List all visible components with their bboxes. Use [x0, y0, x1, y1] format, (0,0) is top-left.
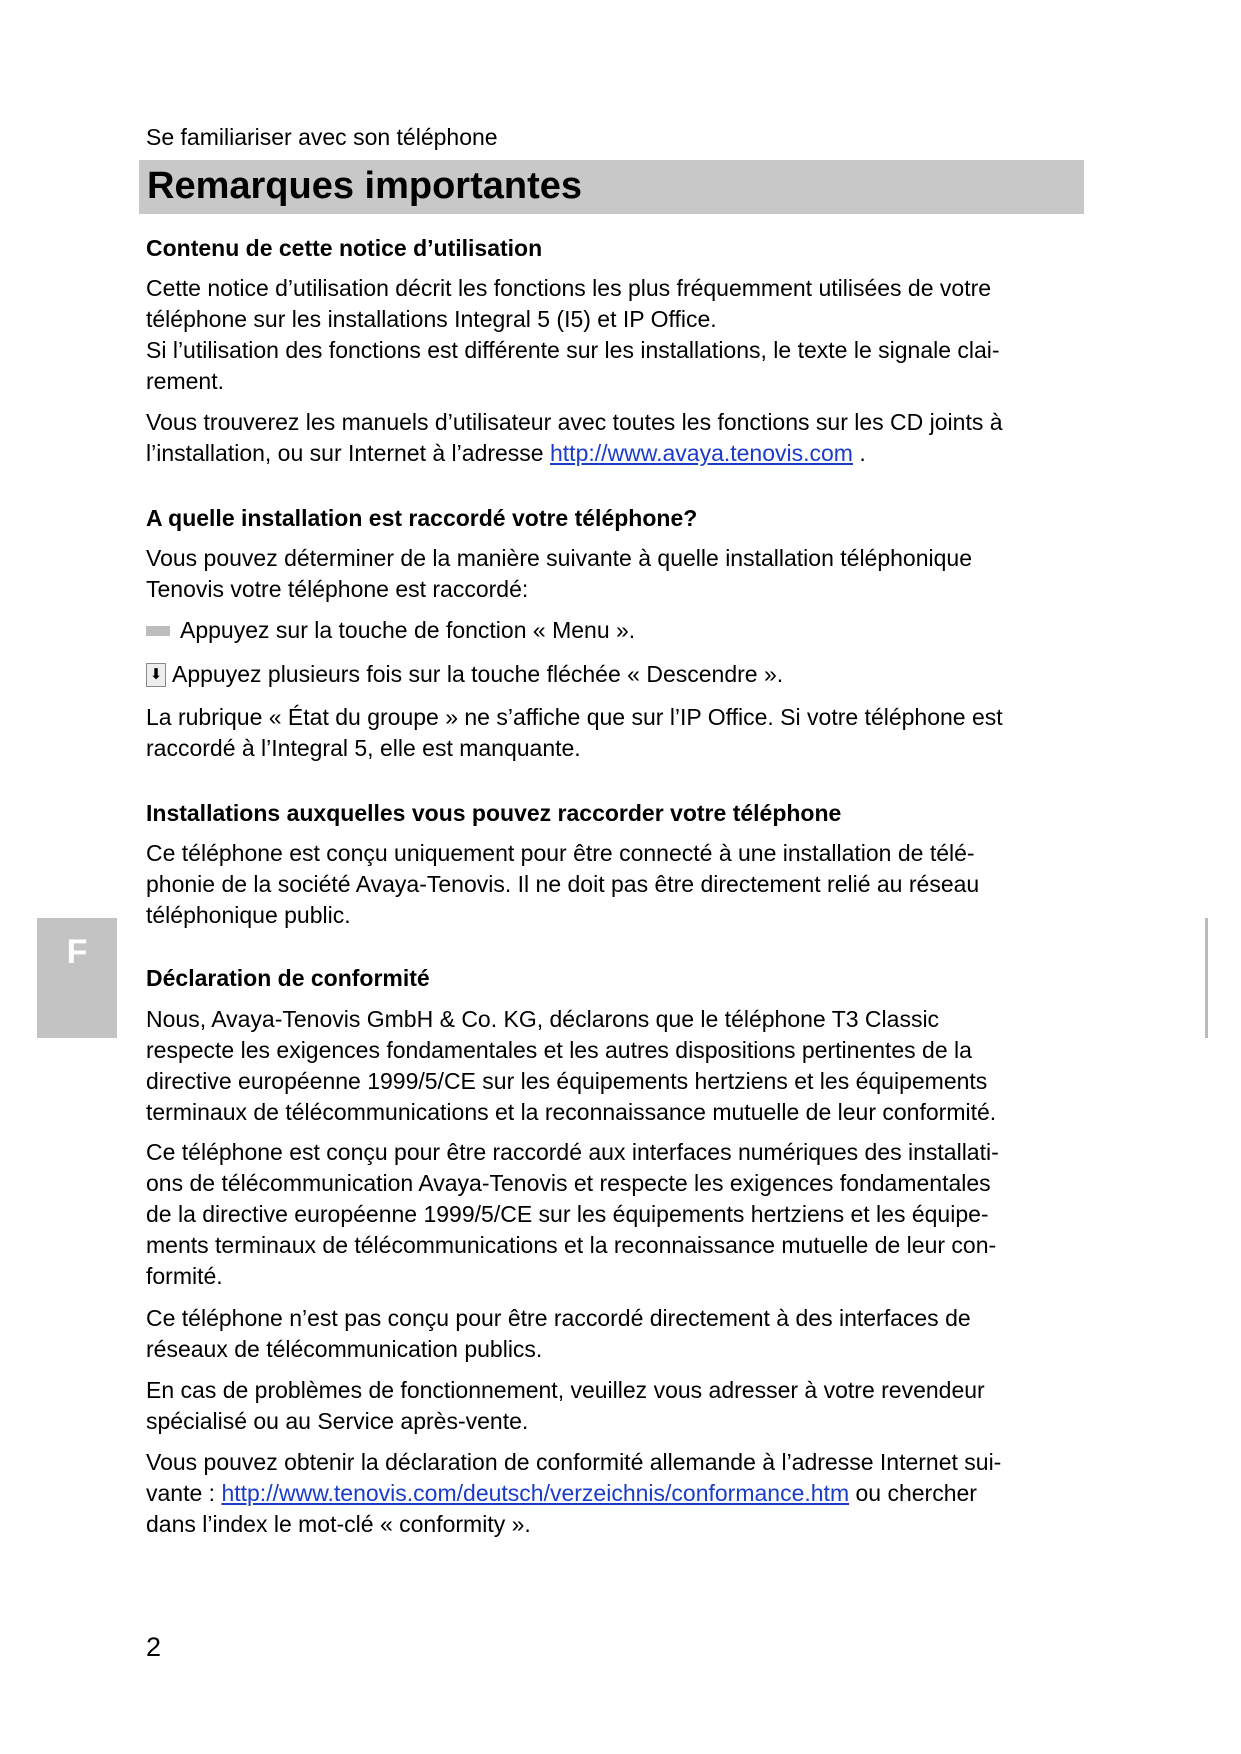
function-key-icon	[146, 626, 170, 636]
paragraph-contenu-2: Vous trouverez les manuels d’utilisateur avec toutes les fonctions sur les CD joints à l’installation, ou sur Internet à l’adresse http://www.avaya.tenovis.com .	[146, 409, 1003, 466]
heading-installations: Installations auxquelles vous pouvez raccorder votre téléphone	[146, 800, 842, 826]
page-title: Remarques importantes	[147, 165, 583, 207]
paragraph-declaration-2: Ce téléphone est conçu pour être raccordé aux interfaces numériques des installati- ons de télécommunication Avaya-Tenovis et respecte les exigences fondamentales de la directive européenne 1999/5/CE sur les équipements hertziens et les équipe- ments terminaux de télécommunications et la reconnaissance mutuelle de leur con- formité.	[146, 1139, 999, 1289]
paragraph-declaration-5: Vous pouvez obtenir la déclaration de conformité allemande à l’adresse Internet sui- vante : http://www.tenovis.com/deutsch/verzeichnis/conformance.htm ou chercher dans l’index le mot-clé « conformity ».	[146, 1449, 1002, 1537]
paragraph-quelle-intro: Vous pouvez déterminer de la manière suivante à quelle installation téléphonique Tenovis votre téléphone est raccordé:	[146, 545, 972, 602]
paragraph-declaration-3: Ce téléphone n’est pas conçu pour être raccordé directement à des interfaces de réseaux de télécommunication publics.	[146, 1305, 971, 1362]
step-menu-key: Appuyez sur la touche de fonction « Menu ».	[146, 615, 635, 646]
paragraph-quelle-note: La rubrique « État du groupe » ne s’affiche que sur l’IP Office. Si votre téléphone est raccordé à l’Integral 5, elle est manquante.	[146, 704, 1003, 761]
paragraph-declaration-4: En cas de problèmes de fonctionnement, veuillez vous adresser à votre revendeur spécialisé ou au Service après-vente.	[146, 1377, 985, 1434]
page-number: 2	[146, 1632, 162, 1662]
language-tab: F	[37, 918, 117, 1038]
conformance-link[interactable]: http://www.tenovis.com/deutsch/verzeichnis/conformance.htm	[221, 1480, 850, 1506]
step-arrow-down-key: ⬇ Appuyez plusieurs fois sur la touche fléchée « Descendre ».	[146, 659, 783, 690]
paragraph-contenu-1: Cette notice d’utilisation décrit les fonctions les plus fréquemment utilisées de votre téléphone sur les installations Integral 5 (I5) et IP Office. Si l’utilisation des fonctions est différente sur les installations, le texte le signale clai- rement.	[146, 275, 1000, 394]
paragraph-declaration-1: Nous, Avaya-Tenovis GmbH & Co. KG, déclarons que le téléphone T3 Classic respecte les exigences fondamentales et les autres dispositions pertinentes de la directive européenne 1999/5/CE sur les équipements hertziens et les équipements terminaux de télécommunications et la reconnaissance mutuelle de leur conformité.	[146, 1006, 997, 1125]
heading-quelle-installation: A quelle installation est raccordé votre téléphone?	[146, 505, 698, 531]
heading-contenu: Contenu de cette notice d’utilisation	[146, 235, 543, 261]
heading-declaration: Déclaration de conformité	[146, 965, 430, 991]
page-edge-mark	[1205, 918, 1208, 1038]
arrow-down-key-icon: ⬇	[146, 663, 166, 687]
avaya-tenovis-link[interactable]: http://www.avaya.tenovis.com	[550, 440, 853, 466]
running-header: Se familiariser avec son téléphone	[146, 124, 498, 150]
paragraph-installations: Ce téléphone est conçu uniquement pour être connecté à une installation de télé- phonie de la société Avaya-Tenovis. Il ne doit pas être directement relié au réseau téléphonique public.	[146, 840, 980, 928]
